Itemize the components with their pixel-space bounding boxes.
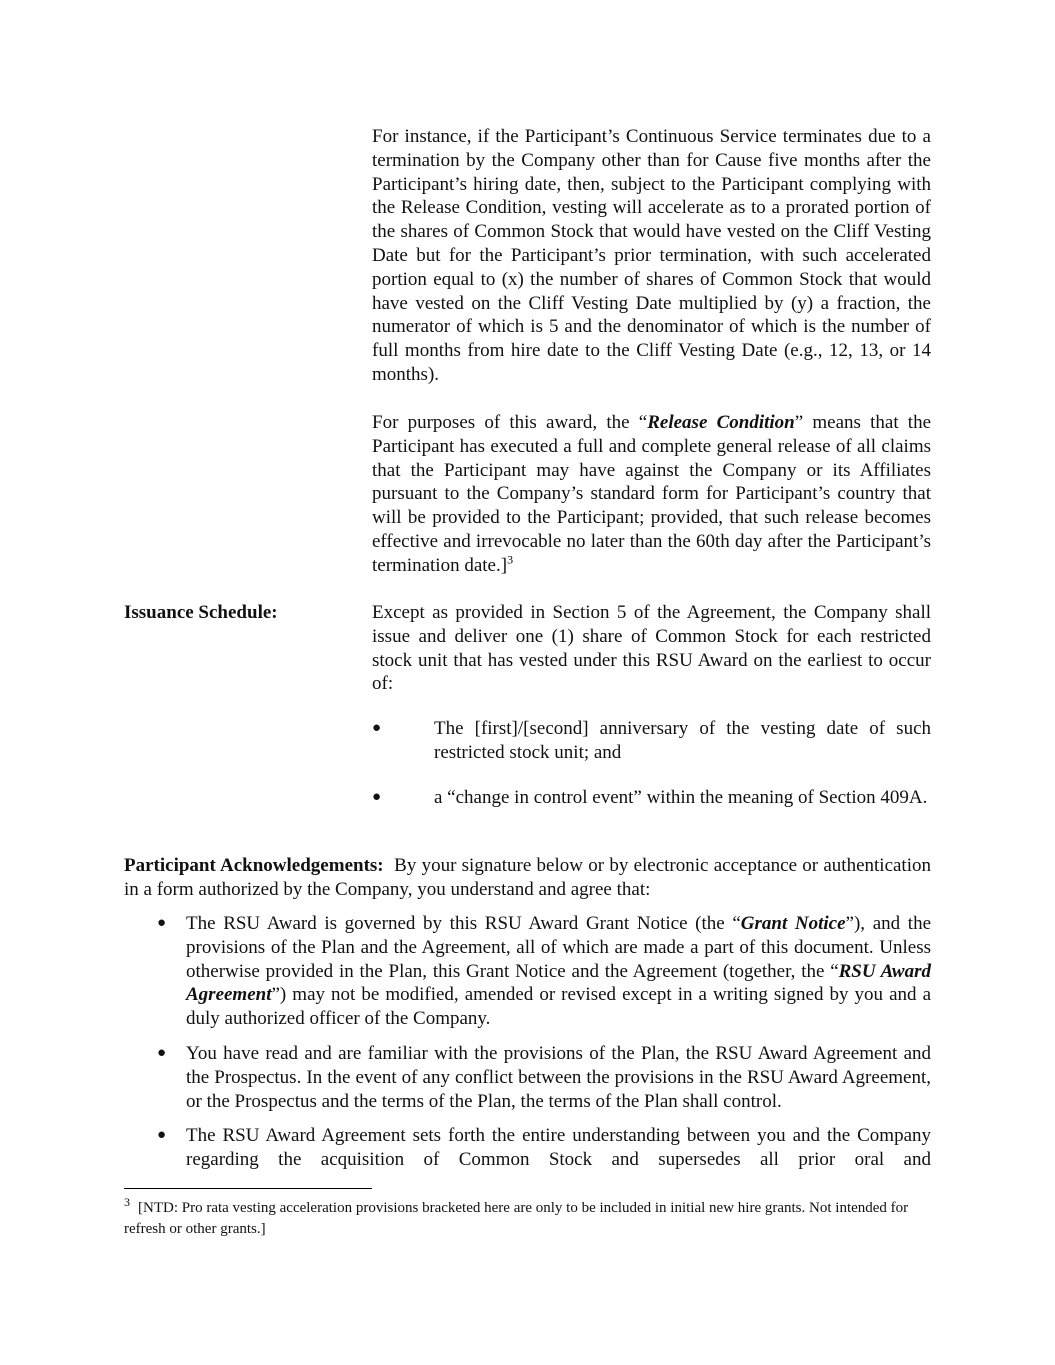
issuance-bullet-text: The [first]/[second] anniversary of the vesting date of such restricted stock unit; and — [434, 718, 931, 763]
footnote-reference: 3 — [507, 552, 514, 567]
acknowledgement-text: You have read and are familiar with the provisions of the Plan, the RSU Award Agreement and the Prospectus. In the event of any conflict between the provisions in the RSU Award Agreement, or the Prospectus and the terms of the Plan, the terms of the Plan shall control. — [186, 1043, 931, 1112]
rsu-award-agreement-term: RSU Award Agreement — [186, 960, 931, 1006]
release-condition-rest: ” means that the Participant has executed a full and complete general release of all claims that the Participant may have against the Company or its Affiliates pursuant to the Company’s standard form for Participant’s country that will be provided to the Participant; provided, that such release becomes effective and irrevocable no later than the 60th day after the Participant’s termination date.] — [372, 412, 932, 576]
acknowledgements-intro: By your signature below or by electronic acceptance or authentication in a form authorized by the Company, you understand and agree that: — [124, 855, 931, 900]
acknowledgement-text: The RSU Award Agreement sets forth the entire understanding between you and the Company regarding the acquisition of Common Stock and supersedes all prior oral and — [186, 1125, 931, 1170]
issuance-schedule-intro: Except as provided in Section 5 of the Agreement, the Company shall issue and deliver one (1) share of Common Stock for each restricted stock unit that has vested under this RSU Award on the earliest to occur of: — [372, 602, 931, 695]
vesting-example-paragraph: For instance, if the Participant’s Continuous Service terminates due to a termination by the Company other than for Cause five months after the Participant’s hiring date, then, subject to the Participant complying with the Release Condition, vesting will accelerate as to a prorated portion of the shares of Common Stock that would have vested on the Cliff Vesting Date but for the Participant’s prior termination, with such accelerated portion equal to (x) the number of shares of Common Stock that would have vested on the Cliff Vesting Date multiplied by (y) a fraction, the numerator of which is 5 and the denominator of which is the number of full months from hire date to the Cliff Vesting Date (e.g., 12, 13, or 14 months). — [372, 126, 931, 385]
grant-notice-term: Grant Notice — [740, 913, 846, 934]
acknowledgement-item — [124, 1042, 931, 1113]
release-condition-lead: For purposes of this award, the “ — [372, 412, 648, 433]
acknowledgement-item — [124, 1124, 931, 1172]
issuance-bullet-item — [372, 786, 931, 810]
footnote — [124, 1195, 924, 1240]
bullet-icon: ● — [157, 1045, 167, 1061]
acknowledgement-item — [124, 912, 931, 1031]
bullet-icon: ● — [157, 1127, 167, 1143]
bullet-icon: ● — [372, 789, 382, 805]
release-condition-term: Release Condition — [647, 412, 795, 433]
ack1-part-b: ”), and the provisions of the Plan and the Agreement, all of which are made a part of this document. Unless otherwise provided in the Plan, this Grant Notice and the Agreement (together, the “ — [186, 913, 932, 982]
bullet-icon: ● — [157, 915, 167, 931]
bullet-icon: ● — [372, 720, 382, 736]
ack1-part-c: ”) may not be modified, amended or revised except in a writing signed by you and a duly authorized officer of the Company. — [186, 984, 931, 1030]
footnote-number: 3 — [124, 1195, 130, 1209]
issuance-bullet-item — [372, 717, 931, 765]
issuance-schedule-label: Issuance Schedule: — [124, 602, 278, 623]
issuance-bullet-text: a “change in control event” within the meaning of Section 409A. — [434, 787, 928, 808]
release-condition-paragraph — [372, 411, 931, 578]
footnote-text: [NTD: Pro rata vesting acceleration provisions bracketed here are only to be included in initial new hire grants. Not intended for refresh or other grants.] — [124, 1200, 909, 1237]
ack1-part-a: The RSU Award is governed by this RSU Award Grant Notice (the “ — [186, 913, 741, 934]
footnote-divider — [124, 1188, 372, 1189]
acknowledgement-text — [186, 912, 931, 1031]
acknowledgements-paragraph — [124, 854, 931, 902]
acknowledgements-label: Participant Acknowledgements: — [124, 855, 384, 876]
